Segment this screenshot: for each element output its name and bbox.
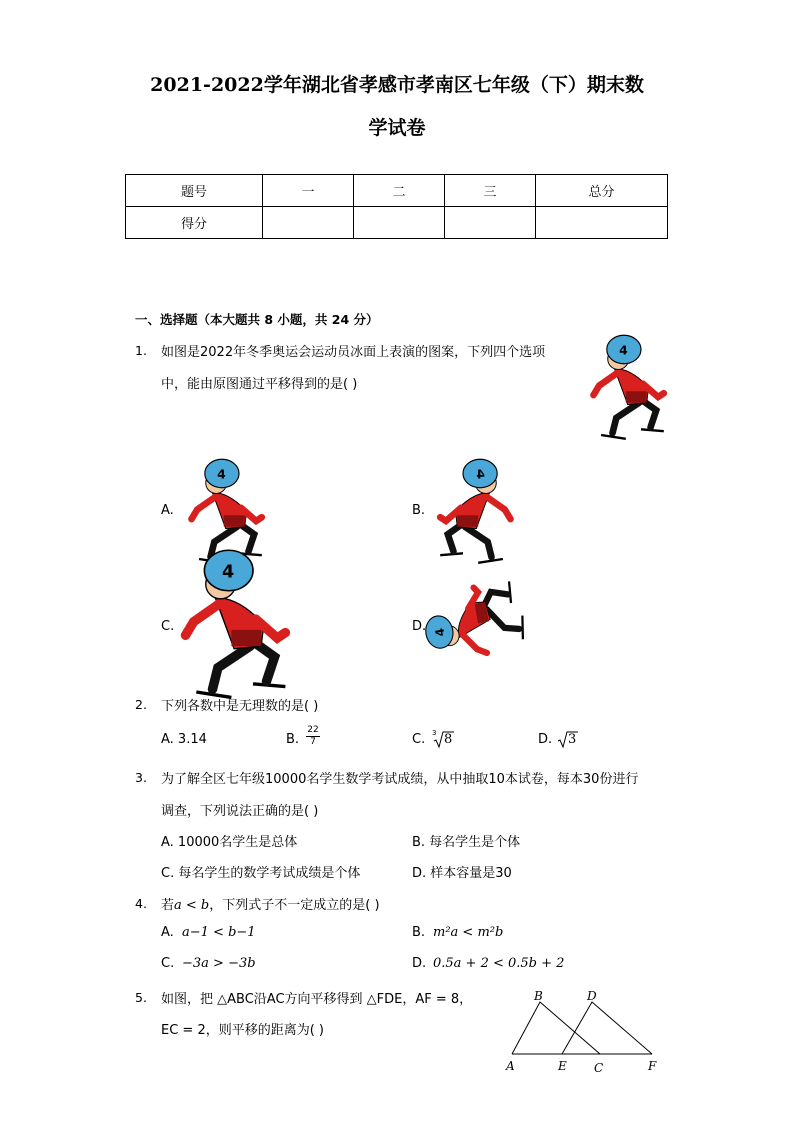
- q2-option-c-label[interactable]: C.: [412, 732, 426, 747]
- point-label-f: F: [648, 1059, 657, 1073]
- question-text: EC = 2，则平移的距离为( ): [161, 1023, 324, 1038]
- score-table-score-row: [126, 207, 668, 239]
- radicand: 8: [444, 732, 453, 747]
- triangle-translation-diagram: [500, 988, 670, 1078]
- radical-index: 3: [432, 729, 437, 737]
- point-label-c: C: [594, 1061, 604, 1075]
- q4-option-d-label[interactable]: D.: [412, 956, 427, 971]
- skater-option-a-image: [180, 466, 270, 556]
- question-text: 中，能由原图通过平移得到的是( ): [161, 377, 358, 392]
- q2-option-d-label[interactable]: D.: [538, 732, 553, 747]
- question-text: 如图，把 △ABC沿AC方向平移得到 △FDE，AF = 8，: [161, 992, 473, 1007]
- score-cell[interactable]: [263, 207, 354, 239]
- question-number: 4.: [135, 896, 147, 911]
- question-text: 如图是2022年冬季奥运会运动员冰面上表演的图案，下列四个选项: [161, 345, 546, 360]
- inequality-a-lt-b: a < b: [174, 898, 210, 913]
- paper-title-line2: 学试卷: [368, 117, 426, 139]
- q2-option-a[interactable]: A. 3.14: [161, 732, 207, 747]
- score-cell[interactable]: [354, 207, 445, 239]
- q4-option-b[interactable]: m²a < m²b: [433, 925, 504, 940]
- skater-option-d-image: [434, 584, 534, 674]
- question-text: 调查，下列说法正确的是( ): [161, 804, 319, 819]
- question-text-pre: 若: [161, 898, 175, 913]
- fraction-22-7: [306, 725, 320, 748]
- q3-option-d[interactable]: D. 样本容量是30: [412, 866, 512, 881]
- question-number: 2.: [135, 697, 147, 712]
- paper-title-line1: 2021-2022学年湖北省孝感市孝南区七年级（下）期末数: [150, 74, 644, 96]
- score-table: [125, 174, 668, 239]
- q3-option-c[interactable]: C. 每名学生的数学考试成绩是个体: [161, 866, 361, 881]
- question-number: 3.: [135, 770, 147, 785]
- score-cell[interactable]: [445, 207, 536, 239]
- point-label-b: B: [534, 989, 543, 1003]
- question-text: [161, 894, 380, 913]
- fraction-denominator: 7: [310, 737, 316, 747]
- section-heading-choice: 一、选择题（本大题共 8 小题，共 24 分）: [135, 312, 379, 327]
- question-text: 下列各数中是无理数的是( ): [161, 699, 319, 714]
- skater-option-c-image: [178, 566, 298, 686]
- fraction-numerator: 22: [307, 725, 319, 735]
- q4-option-a[interactable]: a−1 < b−1: [182, 925, 256, 940]
- option-label-a[interactable]: A.: [161, 503, 174, 518]
- q3-option-a[interactable]: A. 10000名学生是总体: [161, 835, 298, 850]
- point-label-e: E: [558, 1059, 567, 1073]
- score-header-cell: 二: [354, 175, 445, 207]
- score-header-cell: 题号: [126, 175, 263, 207]
- question-text-post: ，下列式子不一定成立的是( ): [209, 898, 380, 913]
- question-number: 5.: [135, 990, 147, 1005]
- option-label-b[interactable]: B.: [412, 503, 426, 518]
- radicand: 3: [568, 732, 577, 747]
- triangle-abc: [512, 1002, 600, 1054]
- point-label-d: D: [587, 989, 597, 1003]
- score-row-label: 得分: [126, 207, 263, 239]
- skater-original-image: [584, 342, 664, 432]
- question-number: 1.: [135, 343, 147, 358]
- score-table-header-row: [126, 175, 668, 207]
- q4-option-b-label[interactable]: B.: [412, 925, 426, 940]
- q4-option-a-label[interactable]: A.: [161, 925, 174, 940]
- q4-option-c-label[interactable]: C.: [161, 956, 175, 971]
- point-label-a: A: [506, 1059, 515, 1073]
- option-label-d[interactable]: D.: [412, 619, 427, 634]
- score-header-cell: 三: [445, 175, 536, 207]
- q3-option-b[interactable]: B. 每名学生是个体: [412, 835, 521, 850]
- score-header-cell: 总分: [536, 175, 668, 207]
- q4-option-d[interactable]: 0.5a + 2 < 0.5b + 2: [433, 956, 565, 971]
- skater-option-b-image: [432, 466, 522, 556]
- score-cell[interactable]: [536, 207, 668, 239]
- question-text: 为了解全区七年级10000名学生数学考试成绩，从中抽取10本试卷，每本30份进行: [161, 772, 639, 787]
- option-label-c[interactable]: C.: [161, 619, 175, 634]
- score-header-cell: 一: [263, 175, 354, 207]
- q4-option-c[interactable]: −3a > −3b: [182, 956, 256, 971]
- triangle-edf: [562, 1002, 652, 1054]
- q2-option-b-label[interactable]: B.: [286, 732, 300, 747]
